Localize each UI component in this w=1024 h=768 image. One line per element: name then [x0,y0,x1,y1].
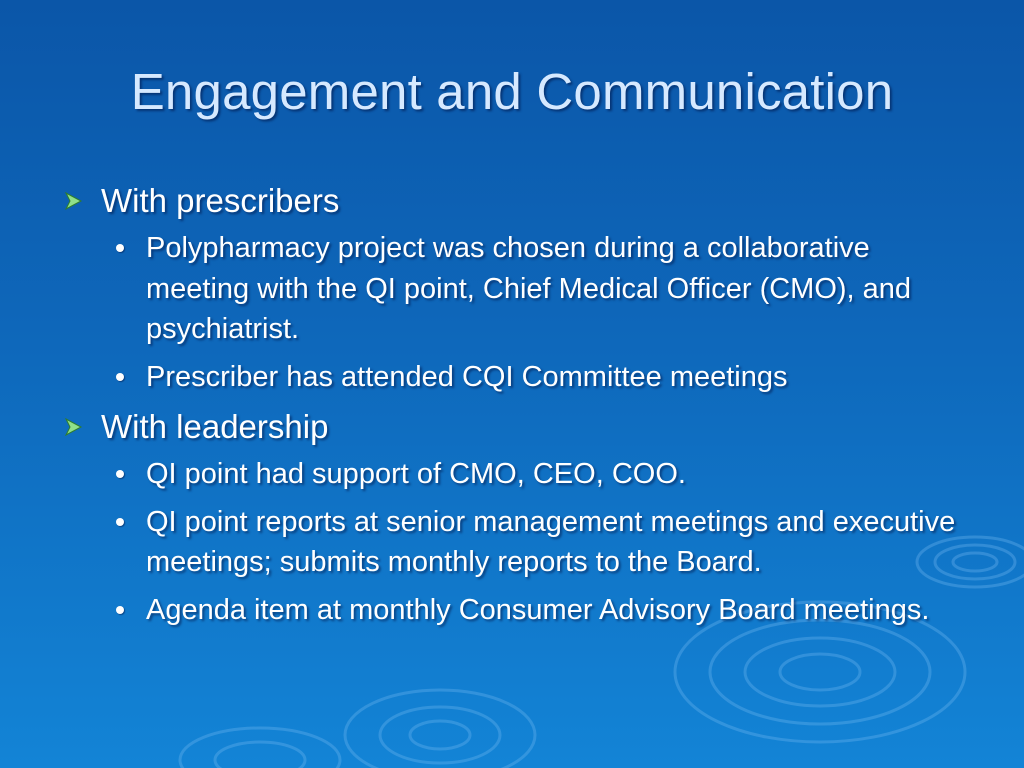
bullet-level1-text: With leadership [101,408,329,445]
section-prescribers [64,178,964,397]
bullet-level2-text: QI point had support of CMO, CEO, COO. [146,458,686,490]
slide-body [64,178,964,637]
bullet-level2 [110,454,964,495]
round-dot-bullet-icon [110,502,146,543]
arrowhead-bullet-icon [64,404,101,450]
bullet-level1-text: With prescribers [101,182,340,219]
bullet-level2 [110,228,964,350]
arrowhead-bullet-icon [64,178,101,224]
round-dot-bullet-icon [110,454,146,495]
bullet-level2-text: QI point reports at senior management meetings and executive meetings; submits monthly reports to the Board. [146,505,956,578]
round-dot-bullet-icon [110,228,146,269]
slide-title: Engagement and Communication [130,63,894,120]
bullet-level2-text: Agenda item at monthly Consumer Advisory Board meetings. [146,593,930,626]
bullet-level2 [110,590,964,631]
section-leadership [64,404,964,630]
bullet-level2 [110,357,964,398]
round-dot-bullet-icon [110,357,146,398]
round-dot-bullet-icon [110,590,146,631]
bullet-level1 [64,404,964,450]
bullet-level2 [110,502,964,583]
bullet-level1 [64,178,964,224]
bullet-level2-text: Polypharmacy project was chosen during a collaborative meeting with the QI point, Chief Medical Officer (CMO), and psychiatrist. [146,232,912,345]
bullet-level2-text: Prescriber has attended CQI Committee meetings [146,360,788,393]
